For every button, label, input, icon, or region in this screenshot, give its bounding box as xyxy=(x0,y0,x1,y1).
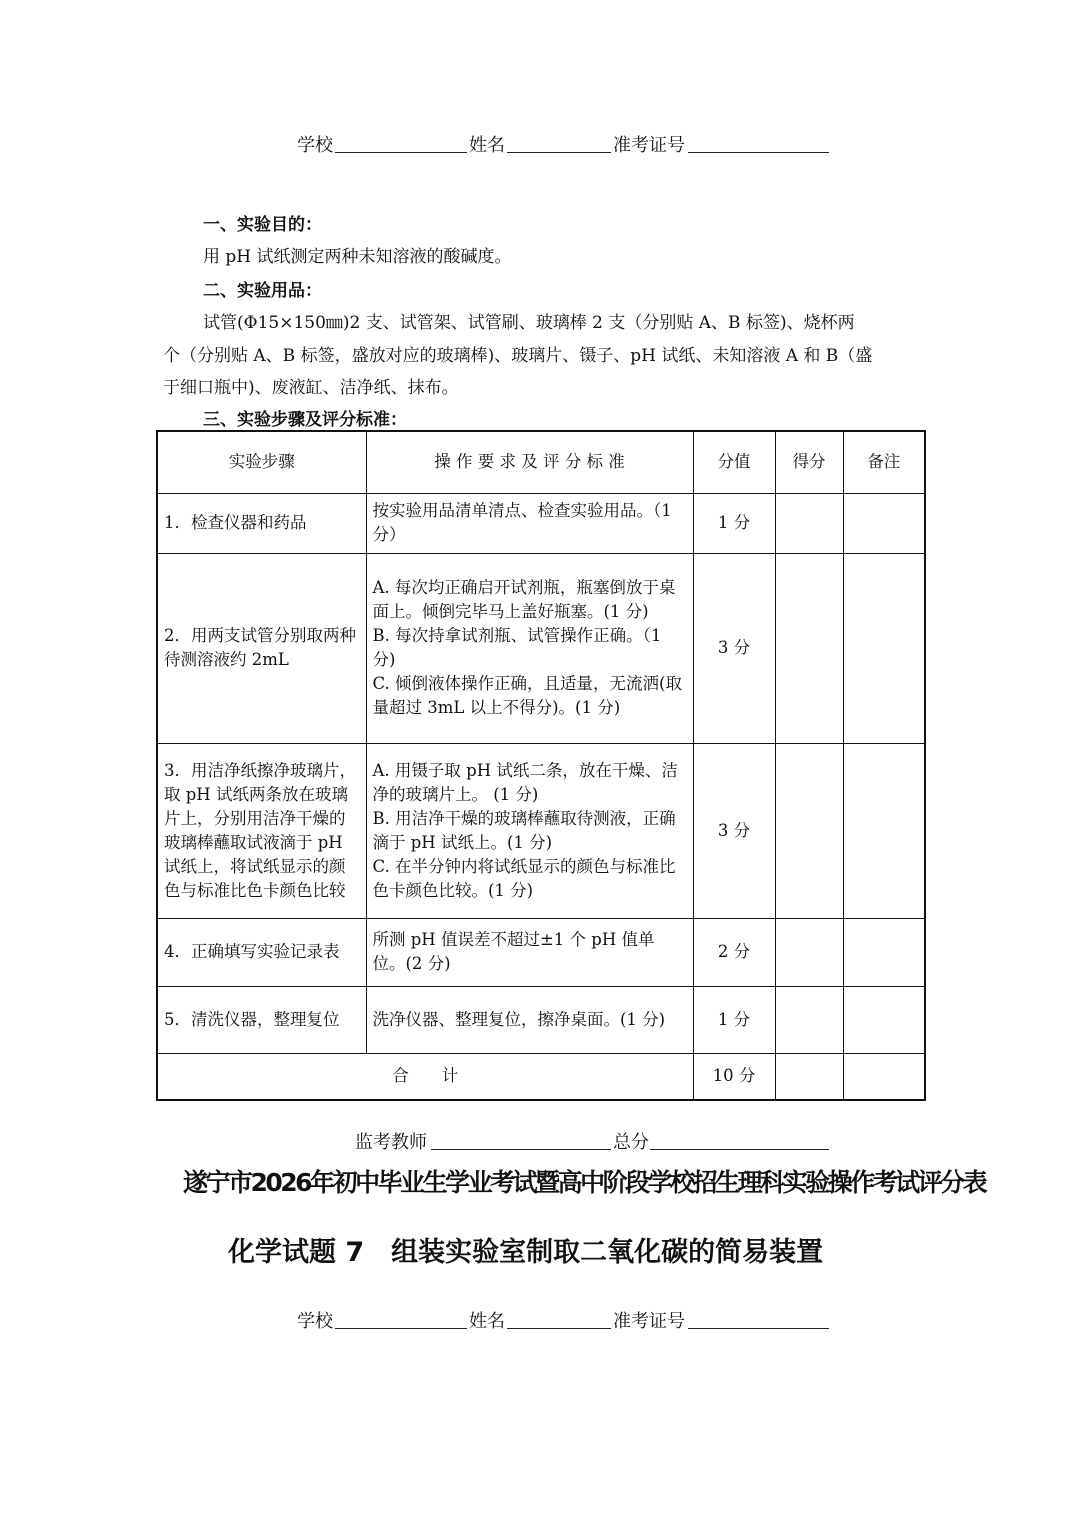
exam-number-blank[interactable] xyxy=(688,152,829,153)
proctor-blank[interactable] xyxy=(431,1149,611,1150)
points-cell: 1 分 xyxy=(693,493,775,553)
name-blank[interactable] xyxy=(507,1328,611,1329)
materials-line-3: 于细口瓶中)、废液缸、洁净纸、抹布。 xyxy=(163,378,459,398)
footer-row xyxy=(0,1128,1080,1154)
materials-line-1: 试管(Φ15×150㎜)2 支、试管架、试管刷、玻璃棒 2 支（分别贴 A、B 标签)、烧杯两 xyxy=(203,313,855,333)
remarks-cell[interactable] xyxy=(843,986,925,1053)
total-points: 10 分 xyxy=(693,1053,775,1100)
table-row xyxy=(157,918,925,986)
step-cell: 2．用两支试管分别取两种待测溶液约 2mL xyxy=(157,553,366,743)
materials-line-2: 个（分别贴 A、B 标签，盛放对应的玻璃棒)、玻璃片、镊子、pH 试纸、未知溶液 A 和 B（盛 xyxy=(163,346,873,366)
header-remarks: 备注 xyxy=(843,431,925,493)
table-row xyxy=(157,553,925,743)
proctor-label: 监考教师 xyxy=(355,1132,427,1153)
steps-heading: 三、实验步骤及评分标准： xyxy=(203,410,407,430)
table-row xyxy=(157,986,925,1053)
name-blank[interactable] xyxy=(507,152,611,153)
school-blank[interactable] xyxy=(335,1328,467,1329)
requirement-cell: 所测 pH 值误差不超过±1 个 pH 值单位。(2 分) xyxy=(366,918,693,986)
step-cell: 3．用洁净纸擦净玻璃片，取 pH 试纸两条放在玻璃片上，分别用洁净干燥的玻璃棒蘸取试液滴于 pH 试纸上，将试纸显示的颜色与标准比色卡颜色比较 xyxy=(157,743,366,918)
purpose-text: 用 pH 试纸测定两种未知溶液的酸碱度。 xyxy=(203,247,512,267)
name-label: 姓名 xyxy=(469,135,505,156)
step-cell: 4．正确填写实验记录表 xyxy=(157,918,366,986)
school-blank[interactable] xyxy=(335,152,467,153)
exam-number-label: 准考证号 xyxy=(613,1311,685,1332)
header-points: 分值 xyxy=(693,431,775,493)
school-label: 学校 xyxy=(297,135,333,156)
header-requirements: 操 作 要 求 及 评 分 标 准 xyxy=(366,431,693,493)
header-score: 得分 xyxy=(775,431,843,493)
points-cell: 1 分 xyxy=(693,986,775,1053)
points-cell: 2 分 xyxy=(693,918,775,986)
score-cell[interactable] xyxy=(775,743,843,918)
total-score-cell[interactable] xyxy=(775,1053,843,1100)
remarks-cell[interactable] xyxy=(843,743,925,918)
remarks-cell[interactable] xyxy=(843,553,925,743)
exam-number-blank[interactable] xyxy=(688,1328,829,1329)
remarks-cell[interactable] xyxy=(843,493,925,553)
purpose-heading: 一、实验目的： xyxy=(203,215,322,235)
requirement-cell: 按实验用品清单清点、检查实验用品。（1 分） xyxy=(366,493,693,553)
total-row xyxy=(157,1053,925,1100)
table-row xyxy=(157,743,925,918)
name-label: 姓名 xyxy=(469,1311,505,1332)
score-cell[interactable] xyxy=(775,918,843,986)
requirement-cell: A. 用镊子取 pH 试纸二条，放在干燥、洁净的玻璃片上。 (1 分) B. 用洁净干燥的玻璃棒蘸取待测液，正确滴于 pH 试纸上。(1 分) C. 在半分钟内将试纸显示的颜色与标准比色卡颜色比较。(1 分) xyxy=(366,743,693,918)
section-title: 化学试题 7 组装实验室制取二氧化碳的简易装置 xyxy=(228,1237,824,1268)
score-cell[interactable] xyxy=(775,493,843,553)
total-remarks-cell[interactable] xyxy=(843,1053,925,1100)
materials-heading: 二、实验用品： xyxy=(203,281,322,301)
requirement-cell: A. 每次均正确启开试剂瓶，瓶塞倒放于桌面上。倾倒完毕马上盖好瓶塞。(1 分) B. 每次持拿试剂瓶、试管操作正确。（1 分) C. 倾倒液体操作正确，且适量，无流洒(取量超过 3mL 以上不得分)。(1 分) xyxy=(366,553,693,743)
school-label: 学校 xyxy=(297,1311,333,1332)
total-label: 合 计 xyxy=(157,1053,693,1100)
score-cell[interactable] xyxy=(775,986,843,1053)
top-info-row xyxy=(0,131,1080,157)
score-cell[interactable] xyxy=(775,553,843,743)
exam-number-label: 准考证号 xyxy=(613,135,685,156)
scoring-table xyxy=(156,430,926,1101)
bottom-info-row xyxy=(0,1307,1080,1333)
page-title: 遂宁市2026年初中毕业生学业考试暨高中阶段学校招生理科实验操作考试评分表 xyxy=(183,1168,986,1197)
requirement-cell: 洗净仪器、整理复位，擦净桌面。(1 分) xyxy=(366,986,693,1053)
remarks-cell[interactable] xyxy=(843,918,925,986)
step-cell: 5．清洗仪器，整理复位 xyxy=(157,986,366,1053)
table-row xyxy=(157,493,925,553)
points-cell: 3 分 xyxy=(693,743,775,918)
total-score-label: 总分 xyxy=(613,1132,649,1153)
points-cell: 3 分 xyxy=(693,553,775,743)
total-score-blank[interactable] xyxy=(650,1149,829,1150)
header-step: 实验步骤 xyxy=(157,431,366,493)
table-header-row xyxy=(157,431,925,493)
step-cell: 1．检查仪器和药品 xyxy=(157,493,366,553)
